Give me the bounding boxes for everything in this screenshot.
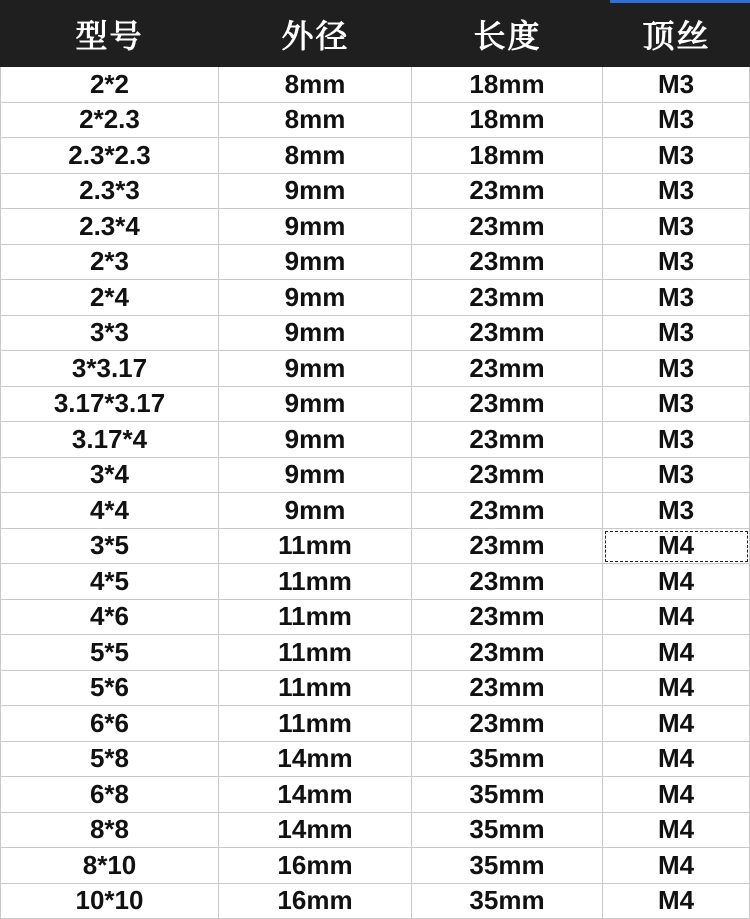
table-header	[0, 0, 750, 67]
model-cell[interactable]: 3.17*3.17	[0, 387, 219, 423]
outer-diameter-cell[interactable]: 14mm	[219, 777, 412, 813]
model-cell[interactable]: 3.17*4	[0, 422, 219, 458]
model-cell[interactable]: 2*2	[0, 67, 219, 103]
set-screw-cell[interactable]: M4	[603, 777, 750, 813]
table-row	[0, 67, 750, 103]
length-cell[interactable]: 23mm	[412, 706, 603, 742]
model-cell[interactable]: 3*4	[0, 458, 219, 494]
model-cell[interactable]: 3*3	[0, 316, 219, 352]
length-cell[interactable]: 23mm	[412, 209, 603, 245]
outer-diameter-cell[interactable]: 11mm	[219, 564, 412, 600]
outer-diameter-cell[interactable]: 9mm	[219, 387, 412, 423]
set-screw-cell[interactable]: M4	[603, 635, 750, 671]
length-cell[interactable]: 35mm	[412, 884, 603, 919]
set-screw-cell[interactable]: M4	[603, 706, 750, 742]
table-row	[0, 671, 750, 707]
outer-diameter-cell[interactable]: 11mm	[219, 706, 412, 742]
length-cell[interactable]: 23mm	[412, 422, 603, 458]
table-row	[0, 884, 750, 919]
set-screw-cell[interactable]: M3	[603, 387, 750, 423]
table-body	[0, 67, 750, 919]
length-cell[interactable]: 23mm	[412, 387, 603, 423]
table-row	[0, 813, 750, 849]
model-cell[interactable]: 4*4	[0, 493, 219, 529]
set-screw-cell[interactable]: M3	[603, 67, 750, 103]
table-row	[0, 280, 750, 316]
outer-diameter-cell[interactable]: 9mm	[219, 209, 412, 245]
length-cell[interactable]: 23mm	[412, 316, 603, 352]
length-cell[interactable]: 23mm	[412, 351, 603, 387]
model-cell[interactable]: 6*6	[0, 706, 219, 742]
model-cell[interactable]: 3*5	[0, 529, 219, 565]
set-screw-cell[interactable]: M4	[603, 600, 750, 636]
table-row	[0, 245, 750, 281]
set-screw-cell[interactable]: M3	[603, 493, 750, 529]
set-screw-cell[interactable]: M3	[603, 280, 750, 316]
table-row	[0, 387, 750, 423]
set-screw-cell[interactable]: M3	[603, 351, 750, 387]
length-cell[interactable]: 23mm	[412, 280, 603, 316]
set-screw-cell[interactable]: M3	[603, 138, 750, 174]
model-cell[interactable]: 2.3*2.3	[0, 138, 219, 174]
set-screw-cell[interactable]: M4	[603, 848, 750, 884]
model-cell[interactable]: 8*10	[0, 848, 219, 884]
outer-diameter-cell[interactable]: 9mm	[219, 493, 412, 529]
set-screw-cell[interactable]: M4	[603, 884, 750, 919]
table-row	[0, 742, 750, 778]
model-cell[interactable]: 2.3*4	[0, 209, 219, 245]
model-cell[interactable]: 8*8	[0, 813, 219, 849]
model-cell[interactable]: 2*2.3	[0, 103, 219, 139]
outer-diameter-cell[interactable]: 8mm	[219, 67, 412, 103]
table-row	[0, 103, 750, 139]
set-screw-cell[interactable]: M4	[603, 813, 750, 849]
length-cell[interactable]: 23mm	[412, 174, 603, 210]
table-row	[0, 209, 750, 245]
length-cell[interactable]: 23mm	[412, 671, 603, 707]
set-screw-cell[interactable]: M3	[603, 458, 750, 494]
header-length[interactable]: 长度	[412, 0, 603, 67]
outer-diameter-cell[interactable]: 8mm	[219, 103, 412, 139]
length-cell[interactable]: 23mm	[412, 600, 603, 636]
outer-diameter-cell[interactable]: 9mm	[219, 316, 412, 352]
length-cell[interactable]: 18mm	[412, 67, 603, 103]
length-cell[interactable]: 35mm	[412, 813, 603, 849]
table-row	[0, 138, 750, 174]
outer-diameter-cell[interactable]: 9mm	[219, 280, 412, 316]
length-cell[interactable]: 18mm	[412, 138, 603, 174]
outer-diameter-cell[interactable]: 9mm	[219, 245, 412, 281]
outer-diameter-cell[interactable]: 16mm	[219, 884, 412, 919]
accent-line	[610, 0, 750, 3]
table-row	[0, 493, 750, 529]
length-cell[interactable]: 23mm	[412, 245, 603, 281]
model-cell[interactable]: 3*3.17	[0, 351, 219, 387]
set-screw-cell[interactable]: M4	[603, 742, 750, 778]
outer-diameter-cell[interactable]: 14mm	[219, 742, 412, 778]
header-model[interactable]: 型号	[0, 0, 219, 67]
set-screw-cell[interactable]: M3	[603, 245, 750, 281]
model-cell[interactable]: 5*6	[0, 671, 219, 707]
outer-diameter-cell[interactable]: 9mm	[219, 458, 412, 494]
length-cell[interactable]: 18mm	[412, 103, 603, 139]
outer-diameter-cell[interactable]: 14mm	[219, 813, 412, 849]
model-cell[interactable]: 10*10	[0, 884, 219, 919]
set-screw-cell[interactable]: M3	[603, 316, 750, 352]
outer-diameter-cell[interactable]: 11mm	[219, 600, 412, 636]
outer-diameter-cell[interactable]: 16mm	[219, 848, 412, 884]
set-screw-cell[interactable]: M4	[603, 529, 750, 565]
length-cell[interactable]: 23mm	[412, 458, 603, 494]
set-screw-cell[interactable]: M4	[603, 564, 750, 600]
table-row	[0, 706, 750, 742]
length-cell[interactable]: 35mm	[412, 777, 603, 813]
table-row	[0, 422, 750, 458]
outer-diameter-cell[interactable]: 9mm	[219, 351, 412, 387]
model-cell[interactable]: 2*3	[0, 245, 219, 281]
outer-diameter-cell[interactable]: 11mm	[219, 635, 412, 671]
table-row	[0, 777, 750, 813]
length-cell[interactable]: 23mm	[412, 529, 603, 565]
length-cell[interactable]: 23mm	[412, 635, 603, 671]
outer-diameter-cell[interactable]: 11mm	[219, 529, 412, 565]
model-cell[interactable]: 2.3*3	[0, 174, 219, 210]
table-row	[0, 564, 750, 600]
outer-diameter-cell[interactable]: 11mm	[219, 671, 412, 707]
model-cell[interactable]: 4*6	[0, 600, 219, 636]
header-outer-diameter[interactable]: 外径	[219, 0, 412, 67]
model-cell[interactable]: 5*8	[0, 742, 219, 778]
model-cell[interactable]: 5*5	[0, 635, 219, 671]
table-row	[0, 529, 750, 565]
table-row	[0, 635, 750, 671]
table-row	[0, 848, 750, 884]
table-row	[0, 174, 750, 210]
table-row	[0, 316, 750, 352]
set-screw-cell[interactable]: M3	[603, 103, 750, 139]
set-screw-cell[interactable]: M3	[603, 174, 750, 210]
set-screw-cell[interactable]: M4	[603, 671, 750, 707]
outer-diameter-cell[interactable]: 9mm	[219, 422, 412, 458]
model-cell[interactable]: 4*5	[0, 564, 219, 600]
header-set-screw[interactable]: 顶丝	[603, 0, 750, 67]
length-cell[interactable]: 23mm	[412, 564, 603, 600]
table-row	[0, 600, 750, 636]
model-cell[interactable]: 6*8	[0, 777, 219, 813]
length-cell[interactable]: 23mm	[412, 493, 603, 529]
model-cell[interactable]: 2*4	[0, 280, 219, 316]
table-row	[0, 351, 750, 387]
length-cell[interactable]: 35mm	[412, 848, 603, 884]
length-cell[interactable]: 35mm	[412, 742, 603, 778]
set-screw-cell[interactable]: M3	[603, 209, 750, 245]
set-screw-cell[interactable]: M3	[603, 422, 750, 458]
outer-diameter-cell[interactable]: 8mm	[219, 138, 412, 174]
outer-diameter-cell[interactable]: 9mm	[219, 174, 412, 210]
table-row	[0, 458, 750, 494]
